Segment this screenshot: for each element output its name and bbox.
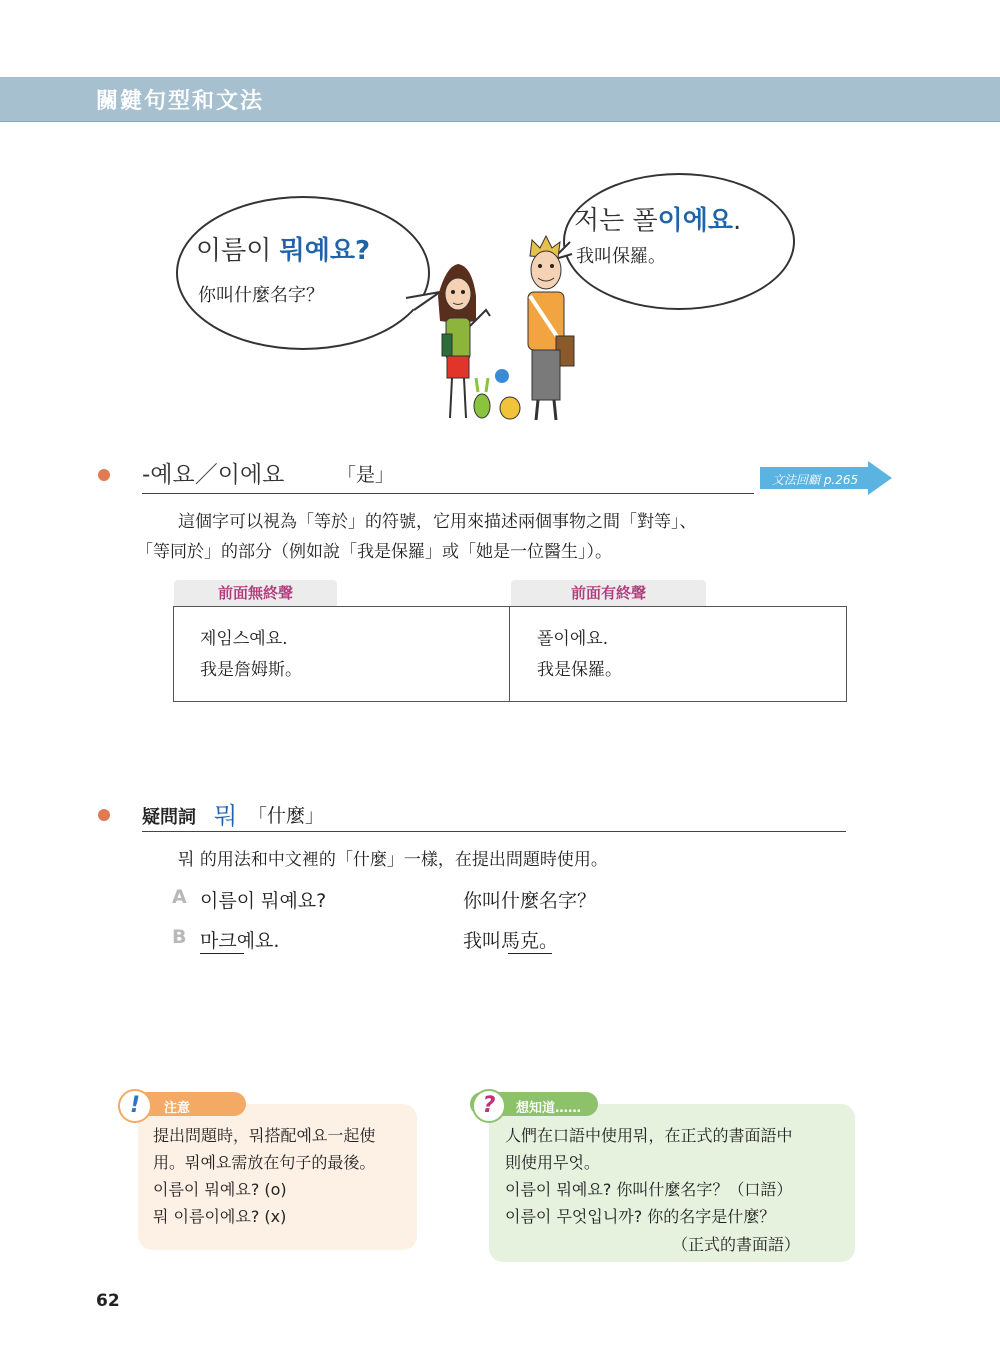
table-cell-left-chinese: 我是詹姆斯。 bbox=[200, 660, 302, 680]
exclamation-icon: ! bbox=[118, 1089, 152, 1123]
example-speaker-b: B bbox=[172, 926, 187, 948]
chapter-title: 關鍵句型和文法 bbox=[96, 89, 265, 114]
note-want-to-know-line1: 人們在口語中使用뭐，在正式的書面語中 bbox=[505, 1126, 793, 1145]
grammar-review-ref: 文法回顧 p.265 bbox=[772, 473, 859, 487]
example-speaker-a: A bbox=[172, 886, 187, 908]
dialogue-right-korean: 저는 폴이에요. bbox=[574, 206, 742, 236]
dialogue-left-korean: 이름이 뭐예요? bbox=[196, 236, 371, 266]
note-want-to-know-line5: （正式的書面語） bbox=[672, 1235, 801, 1254]
man-figure bbox=[528, 236, 574, 420]
section2-title-meaning: 「什麼」 bbox=[248, 805, 325, 827]
section1-underline bbox=[142, 493, 754, 494]
section1-title-korean: -예요／이에요 bbox=[142, 462, 285, 488]
dialogue-right-chinese: 我叫保羅。 bbox=[576, 246, 666, 267]
note-want-to-know-line4: 이름이 무엇입니까? 你的名字是什麼？ bbox=[505, 1207, 776, 1226]
note-want-to-know-line3: 이름이 뭐예요? 你叫什麼名字？（口語） bbox=[505, 1180, 793, 1199]
section-bullet bbox=[98, 809, 110, 821]
section2-title-prefix: 疑問詞 bbox=[142, 807, 196, 828]
note-caution-line3: 이름이 뭐예요? (o) bbox=[153, 1180, 287, 1199]
table-header-with-final: 前面有終聲 bbox=[511, 580, 706, 606]
section1-body-line1: 這個字可以視為「等於」的符號，它用來描述兩個事物之間「對等」、 bbox=[178, 512, 697, 532]
speech-bubble-left bbox=[176, 196, 430, 350]
example-b-underline bbox=[200, 953, 244, 954]
example-a-chinese: 你叫什麼名字？ bbox=[463, 890, 597, 912]
note-want-to-know-line2: 則使用무엇。 bbox=[505, 1153, 600, 1172]
table-cell-left-korean: 제임스예요. bbox=[200, 629, 288, 649]
section2-title-korean: 뭐 bbox=[214, 802, 238, 830]
section1-body-line2: 「等同於」的部分（例如說「我是保羅」或「她是一位醫生」）。 bbox=[136, 542, 612, 562]
note-caution-line1: 提出問題時，뭐搭配예요一起使 bbox=[153, 1126, 376, 1145]
note-caution-title: 注意 bbox=[164, 1101, 191, 1116]
dialogue-left-chinese: 你叫什麼名字？ bbox=[198, 285, 324, 306]
example-b-chinese: 我叫馬克。 bbox=[463, 930, 559, 952]
table-cell-right-korean: 폴이에요. bbox=[537, 629, 609, 649]
page-number: 62 bbox=[96, 1291, 120, 1311]
question-mark-icon: ? bbox=[472, 1089, 506, 1123]
section2-underline bbox=[142, 831, 846, 832]
table-cell-right-chinese: 我是保羅。 bbox=[537, 660, 622, 680]
section-bullet bbox=[98, 469, 110, 481]
example-b-chinese-underline bbox=[508, 953, 552, 954]
example-b-korean: 마크예요. bbox=[200, 930, 280, 952]
section2-body: 뭐 的用法和中文裡的「什麼」一樣，在提出問題時使用。 bbox=[178, 850, 608, 870]
note-want-to-know-title: 想知道…… bbox=[516, 1101, 582, 1116]
table-divider bbox=[509, 606, 510, 702]
section1-title-meaning: 「是」 bbox=[337, 464, 395, 486]
example-a-korean: 이름이 뭐예요? bbox=[200, 890, 327, 912]
cartoon-illustration bbox=[428, 226, 598, 426]
note-caution-line2: 用。뭐예요需放在句子的最後。 bbox=[153, 1153, 376, 1172]
mascot-figures bbox=[474, 369, 520, 419]
note-caution-line4: 뭐 이름이에요? (x) bbox=[153, 1207, 287, 1226]
table-header-no-final: 前面無終聲 bbox=[174, 580, 337, 606]
